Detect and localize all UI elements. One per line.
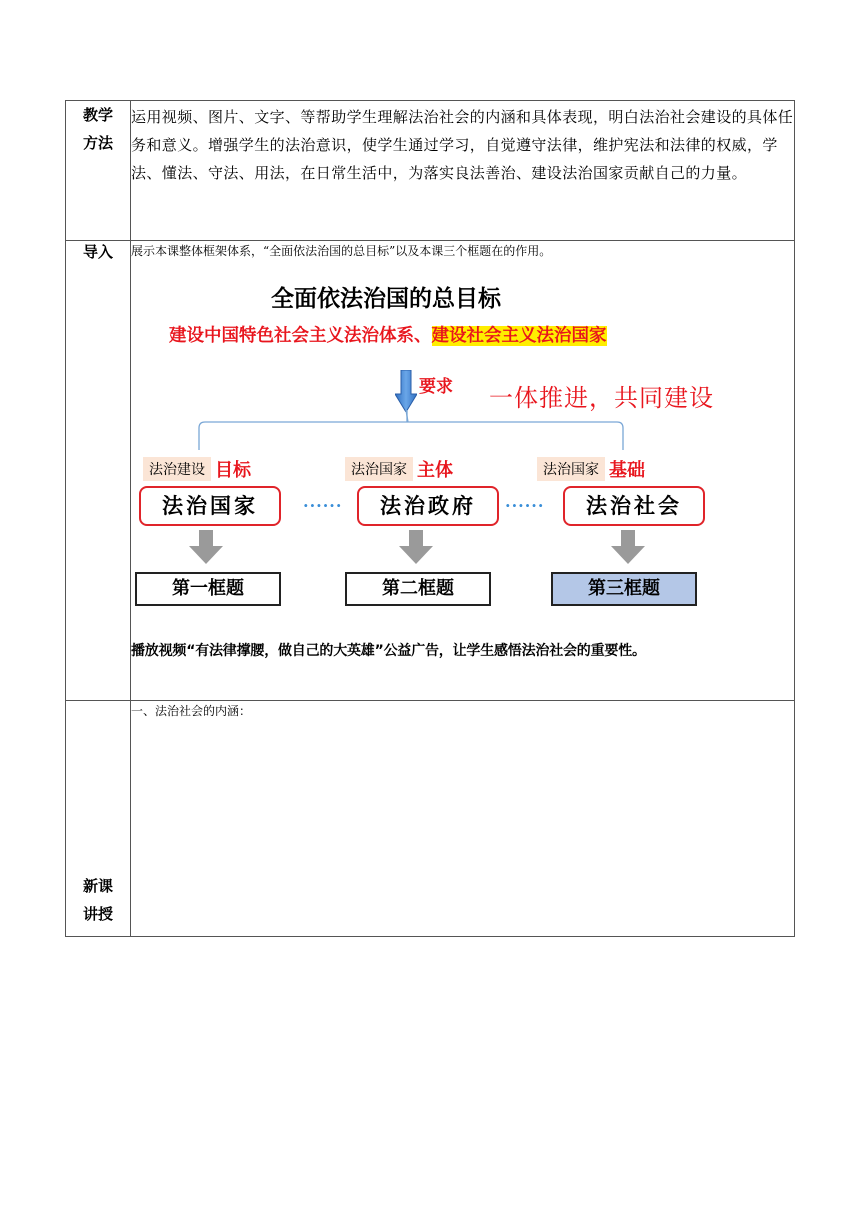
frame-lesson-3: 第三框题 [551, 572, 697, 606]
intro-row [66, 241, 795, 701]
tag-1-text: 法治建设 [143, 457, 211, 481]
slogan-text: 一体推进，共同建设 [489, 384, 714, 412]
dots-2: ······ [505, 496, 545, 515]
box-rule-of-law-nation: 法治国家 [139, 486, 281, 526]
new-lesson-row [66, 701, 795, 937]
new-lesson-label-line2: 讲授 [82, 905, 113, 923]
tag-2-role: 主体 [417, 460, 453, 481]
tag-1-role: 目标 [215, 460, 251, 481]
gray-down-arrow-icon [189, 530, 223, 564]
new-lesson-heading: 一、法治社会的内涵： [131, 704, 252, 718]
methods-content [131, 101, 795, 241]
subtitle-part2-highlight: 建设社会主义法治国家 [431, 326, 607, 346]
gray-down-arrow-icon [399, 530, 433, 564]
diagram-title: 全面依法治国的总目标 [271, 286, 501, 312]
intro-label: 导入 [66, 241, 131, 701]
tag-3 [537, 456, 645, 482]
box-rule-of-law-society: 法治社会 [563, 486, 705, 526]
branch-bracket [131, 260, 781, 460]
tag-2 [345, 456, 453, 482]
new-lesson-label-line1: 新课 [82, 877, 113, 895]
framework-diagram [131, 260, 781, 640]
video-text: 播放视频“有法律撑腰，做自己的大英雄”公益广告，让学生感悟法治社会的重要性。 [131, 643, 646, 659]
dots-1: ······ [303, 496, 343, 515]
tag-1 [143, 456, 251, 482]
gray-down-arrow-icon [611, 530, 645, 564]
intro-content [131, 241, 795, 701]
methods-label [66, 101, 131, 241]
tag-3-text: 法治国家 [537, 457, 605, 481]
methods-row [66, 101, 795, 241]
tag-3-role: 基础 [609, 460, 645, 481]
new-lesson-label [66, 701, 131, 937]
intro-caption: 展示本课整体框架体系，“全面依法治国的总目标”以及本课三个框题在的作用。 [131, 244, 552, 258]
frame-lesson-1: 第一框题 [135, 572, 281, 606]
methods-label-line1: 教学 [82, 106, 113, 124]
frame-lesson-2: 第二框题 [345, 572, 491, 606]
methods-text: 运用视频、图片、文字、等帮助学生理解法治社会的内涵和具体表现，明白法治社会建设的具体任务和意义。增强学生的法治意识，使学生通过学习，自觉遵守法律，维护宪法和法律的权威，学法、懂法、守法、用法，在日常生活中，为落实良法善治、建设法治国家贡献自己的力量。 [131, 108, 794, 182]
subtitle-part1: 建设中国特色社会主义法治体系、 [169, 326, 432, 346]
tag-2-text: 法治国家 [345, 457, 413, 481]
requirement-label: 要求 [419, 377, 453, 397]
box-rule-of-law-government: 法治政府 [357, 486, 499, 526]
lesson-plan-table [65, 100, 795, 937]
new-lesson-content [131, 701, 795, 937]
methods-label-line2: 方法 [82, 134, 113, 152]
